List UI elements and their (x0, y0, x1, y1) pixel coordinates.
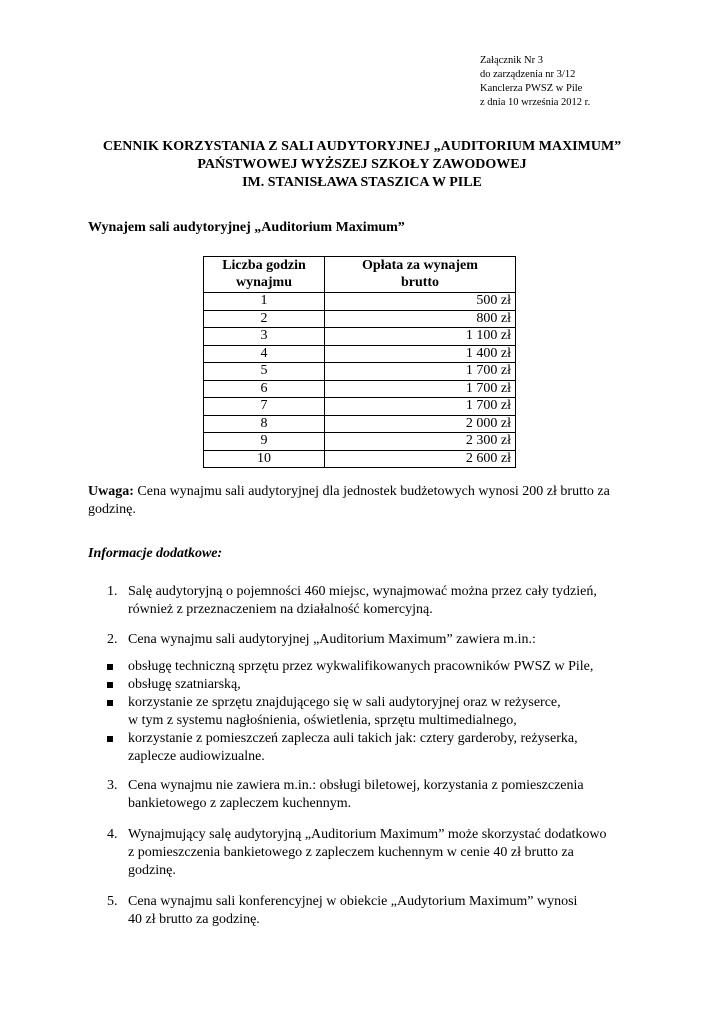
square-bullet-icon (107, 682, 113, 688)
table-row (204, 433, 516, 451)
list-line: bankietowego z zapleczem kuchennym. (128, 796, 352, 811)
square-bullet-icon (107, 700, 113, 706)
square-bullet-icon (107, 736, 113, 742)
list-line: Cena wynajmu sali audytoryjnej „Auditorium Maximum” zawiera m.in.: (128, 632, 536, 647)
hours-cell: 1 (204, 293, 325, 311)
column-header-hours (204, 257, 325, 293)
annex-line: do zarządzenia nr 3/12 (480, 69, 576, 80)
hours-cell: 2 (204, 310, 325, 328)
table-row (204, 415, 516, 433)
column-header-price (325, 257, 516, 293)
bullet-line: korzystanie z pomieszczeń zaplecza auli takich jak: cztery garderoby, reżyserka, (128, 731, 578, 746)
table-row (204, 363, 516, 381)
bullet-line: korzystanie ze sprzętu znajdującego się w sali audytoryjnej oraz w reżyserce, (128, 695, 561, 710)
list-line: Salę audytoryjną o pojemności 460 miejsc, wynajmować można przez cały tydzień, (128, 584, 597, 599)
hours-cell: 6 (204, 380, 325, 398)
title-line: PAŃSTWOWEJ WYŻSZEJ SZKOŁY ZAWODOWEJ (197, 157, 527, 172)
annex-line: Kanclerza PWSZ w Pile (480, 83, 583, 94)
price-cell: 800 zł (325, 310, 516, 328)
annex-line: z dnia 10 września 2012 r. (480, 97, 591, 108)
annex-line: Załącznik Nr 3 (480, 55, 543, 66)
hours-cell: 4 (204, 345, 325, 363)
list-number: 4. (107, 827, 118, 842)
hours-cell: 10 (204, 450, 325, 468)
list-line: godzinę. (128, 863, 176, 878)
header-line: Liczba godzin (222, 258, 306, 273)
table-row (204, 450, 516, 468)
list-number: 3. (107, 778, 118, 793)
header-line: wynajmu (235, 274, 292, 290)
table-row (204, 380, 516, 398)
square-bullet-icon (107, 664, 113, 670)
document-title (0, 138, 724, 192)
list-line: Cena wynajmu sali konferencyjnej w obiekcie „Audytorium Maximum” wynosi (128, 894, 578, 909)
annex-reference (480, 54, 590, 110)
table-row (204, 345, 516, 363)
price-table (203, 256, 516, 468)
price-cell: 2 300 zł (325, 433, 516, 451)
price-cell: 1 400 zł (325, 345, 516, 363)
price-cell: 1 700 zł (325, 398, 516, 416)
list-line: z pomieszczenia bankietowego z zapleczem kuchennym w cenie 40 zł brutto za (128, 845, 574, 860)
info-heading: Informacje dodatkowe: (88, 546, 223, 561)
section-heading: Wynajem sali audytoryjnej „Auditorium Maximum” (88, 220, 405, 235)
title-line: CENNIK KORZYSTANIA Z SALI AUDYTORYJNEJ „AUDITORIUM MAXIMUM” (102, 139, 622, 154)
price-cell: 2 600 zł (325, 450, 516, 468)
list-number: 5. (107, 894, 118, 909)
table-row (204, 310, 516, 328)
table-row (204, 398, 516, 416)
list-number: 1. (107, 584, 118, 599)
header-line: brutto (400, 274, 440, 290)
price-cell: 1 700 zł (325, 363, 516, 381)
table-row (204, 328, 516, 346)
price-cell: 500 zł (325, 293, 516, 311)
price-cell: 2 000 zł (325, 415, 516, 433)
bullet-line: obsługę techniczną sprzętu przez wykwalifikowanych pracowników PWSZ w Pile, (128, 659, 594, 674)
hours-cell: 9 (204, 433, 325, 451)
hours-cell: 3 (204, 328, 325, 346)
note-label: Uwaga: (88, 484, 134, 499)
list-line: 40 zł brutto za godzinę. (128, 912, 260, 927)
bullet-line: w tym z systemu nagłośnienia, oświetlenia, sprzętu multimedialnego, (128, 713, 517, 728)
list-line: Cena wynajmu nie zawiera m.in.: obsługi biletowej, korzystania z pomieszczenia (128, 778, 584, 793)
note-text: Cena wynajmu sali audytoryjnej dla jednostek budżetowych wynosi 200 zł brutto za godzinę. (88, 484, 610, 517)
price-cell: 1 100 zł (325, 328, 516, 346)
header-line: Opłata za wynajem (362, 258, 478, 273)
table-row (204, 293, 516, 311)
list-line: również z przeznaczeniem na działalność komercyjną. (128, 602, 433, 617)
bullet-line: obsługę szatniarską, (128, 677, 241, 692)
table-header-row (204, 257, 516, 293)
note-paragraph (88, 483, 648, 519)
list-number: 2. (107, 632, 118, 647)
list-line: Wynajmujący salę audytoryjną „Auditorium Maximum” może skorzystać dodatkowo (128, 827, 607, 842)
price-cell: 1 700 zł (325, 380, 516, 398)
hours-cell: 5 (204, 363, 325, 381)
hours-cell: 8 (204, 415, 325, 433)
hours-cell: 7 (204, 398, 325, 416)
title-line: IM. STANISŁAWA STASZICA W PILE (242, 175, 482, 190)
bullet-line: zaplecze audiowizualne. (128, 749, 265, 764)
